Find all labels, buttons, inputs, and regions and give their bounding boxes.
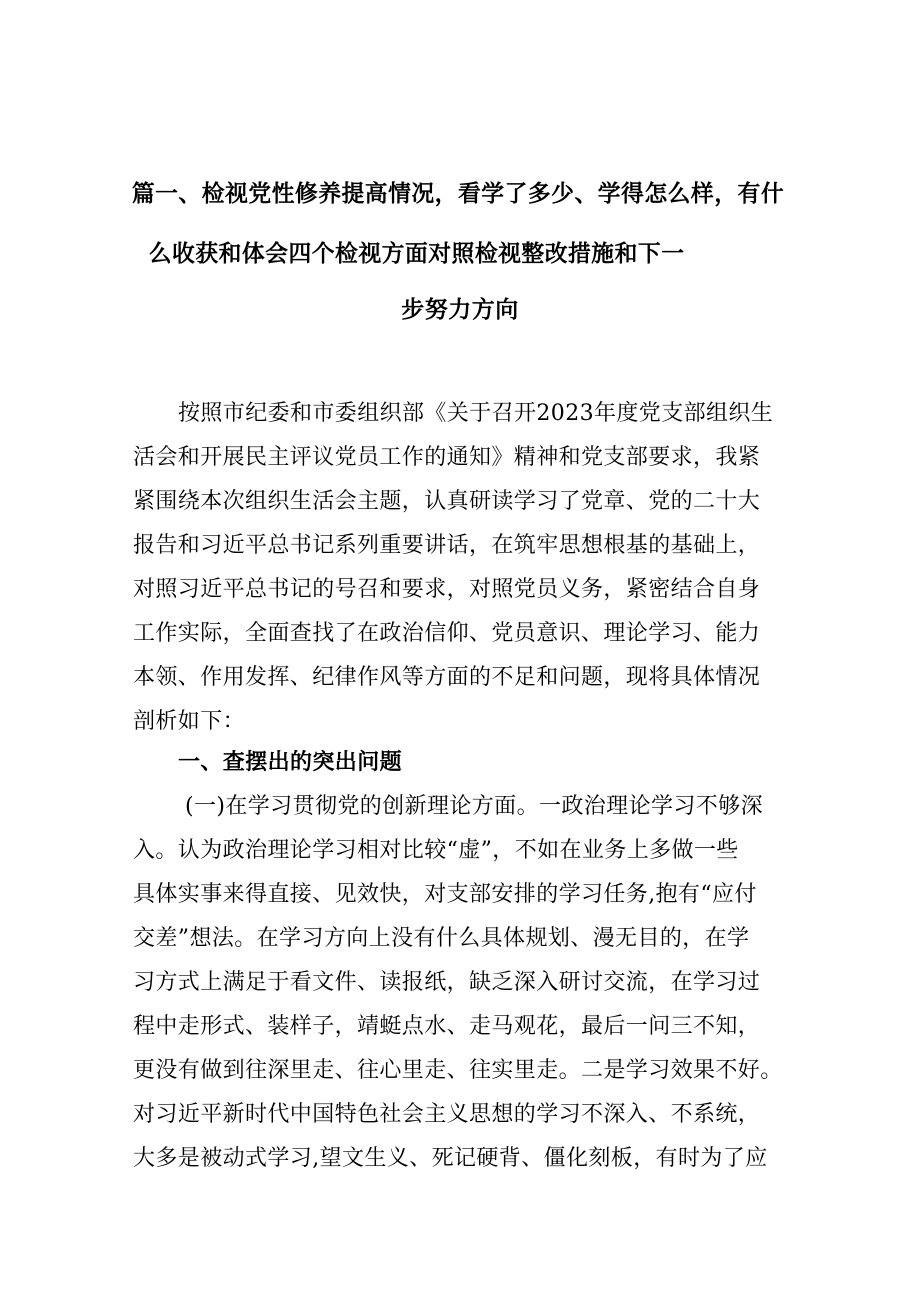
paragraph-line: 报告和习近平总书记系列重要讲话，在筑牢思想根基的基础上，: [133, 533, 761, 558]
paragraph-line: (一)在学习贯彻党的创新理论方面。一政治理论学习不够深: [185, 794, 763, 819]
paragraph-line: 更没有做到往深里走、往心里走、往实里走。二是学习效果不好。: [133, 1058, 783, 1083]
paragraph-line: 大多是被动式学习,望文生义、死记硬背、僵化刻板，有时为了应: [133, 1146, 768, 1171]
paragraph-line: 交差”想法。在学习方向上没有什么具体规划、漫无目的，在学: [133, 926, 750, 951]
document-title-line-1: 篇一、检视党性修养提高情况，看学了多少、学得怎么样，有什: [131, 180, 785, 207]
paragraph-line: 活会和开展民主评议党员工作的通知》精神和党支部要求，我紧: [133, 445, 761, 470]
document-title-line-3: 步努力方向: [401, 296, 519, 323]
paragraph-line: 对习近平新时代中国特色社会主义思想的学习不深入、不系统，: [133, 1102, 761, 1127]
document-title-line-2: 么收获和体会四个检视方面对照检视整改措施和下一: [148, 240, 685, 267]
paragraph-line: 本领、作用发挥、纪律作风等方面的不足和问题，现将具体情况: [133, 665, 761, 690]
paragraph-line: 习方式上满足于看文件、读报纸，缺乏深入研讨交流，在学习过: [133, 970, 761, 995]
paragraph-line: 工作实际，全面查找了在政治信仰、党员意识、理论学习、能力: [133, 621, 761, 646]
paragraph-line: 程中走形式、装样子，靖蜓点水、走马观花，最后一问三不知，: [133, 1014, 761, 1039]
section-heading: 一、查摆出的突出问题: [178, 749, 403, 775]
paragraph-line: 按照市纪委和市委组织部《关于召开2023年度党支部组织生: [178, 401, 774, 426]
paragraph-line: 紧围绕本次组织生活会主题，认真研读学习了党章、党的二十大: [133, 489, 761, 514]
paragraph-line: 入。认为政治理论学习相对比较“虚”，不如在业务上多做一些: [133, 838, 739, 863]
paragraph-line: 对照习近平总书记的号召和要求，对照党员义务，紧密结合自身: [133, 577, 761, 602]
paragraph-line: 具体实事来得直接、见效快，对支部安排的学习任务,抱有“应付: [133, 882, 757, 907]
paragraph-line: 剖析如下：: [133, 709, 246, 734]
